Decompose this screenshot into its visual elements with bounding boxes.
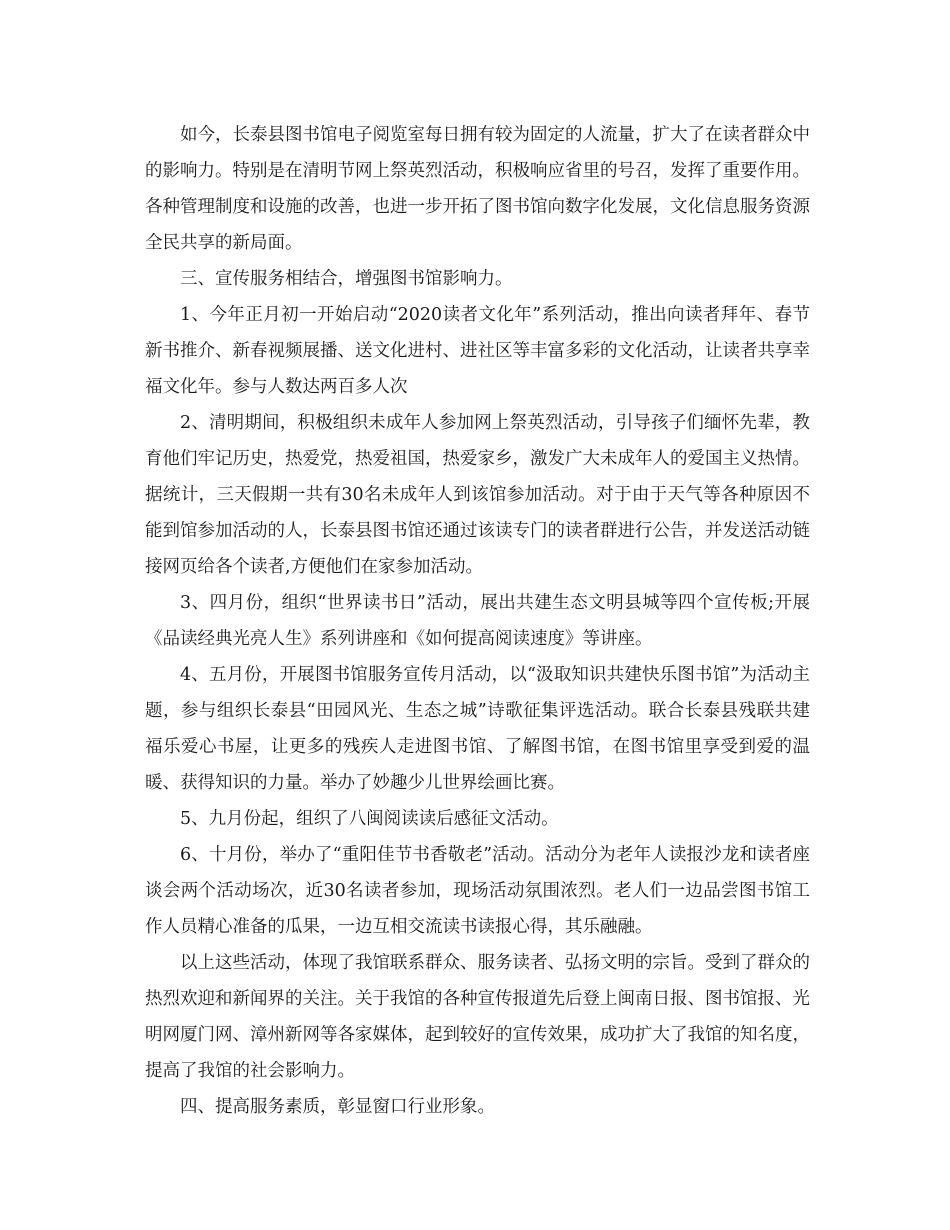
paragraph-item-5: 5、九月份起，组织了八闽阅读读后感征文活动。 xyxy=(180,809,559,829)
paragraph-item-6: 6、十月份，举办了“重阳佳节书香敬老”活动。活动分为老年人读报沙龙和读者座谈会两个活动场次，近30名读者参加，现场活动氛围浓烈。老人们一边品尝图书馆工作人员精心准备的瓜果，一边互相交流读书读报心得，其乐融融。 xyxy=(145,845,810,937)
section-heading-publicity: 三、宣传服务相结合，增强图书馆影响力。 xyxy=(180,269,513,289)
paragraph-summary: 以上这些活动，体现了我馆联系群众、服务读者、弘扬文明的宗旨。受到了群众的热烈欢迎和新闻界的关注。关于我馆的各种宣传报道先后登上闽南日报、图书馆报、光明网厦门网、漳州新网等各家媒体，起到较好的宣传效果，成功扩大了我馆的知名度，提高了我馆的社会影响力。 xyxy=(145,953,810,1081)
section-heading-service: 四、提高服务素质，彰显窗口行业形象。 xyxy=(180,1097,495,1117)
paragraph-reading-room: 如今，长泰县图书馆电子阅览室每日拥有较为固定的人流量，扩大了在读者群众中的影响力。特别是在清明节网上祭英烈活动，积极响应省里的号召，发挥了重要作用。各种管理制度和设施的改善，也进一步开拓了图书馆向数字化发展，文化信息服务资源全民共享的新局面。 xyxy=(145,125,810,253)
paragraph-item-3: 3、四月份，组织“世界读书日”活动，展出共建生态文明县城等四个宣传板;开展《品读经典光亮人生》系列讲座和《如何提高阅读速度》等讲座。 xyxy=(145,593,810,649)
document-page xyxy=(145,117,810,1125)
paragraph-item-4: 4、五月份，开展图书馆服务宣传月活动，以“汲取知识共建快乐图书馆”为活动主题，参与组织长泰县“田园风光、生态之城”诗歌征集评选活动。联合长泰县残联共建福乐爱心书屋，让更多的残疾人走进图书馆、了解图书馆，在图书馆里享受到爱的温暖、获得知识的力量。举办了妙趣少儿世界绘画比赛。 xyxy=(145,665,810,793)
paragraph-item-2: 2、清明期间，积极组织未成年人参加网上祭英烈活动，引导孩子们缅怀先辈，教育他们牢记历史，热爱党，热爱祖国，热爱家乡，激发广大未成年人的爱国主义热情。据统计，三天假期一共有30名未成年人到该馆参加活动。对于由于天气等各种原因不能到馆参加活动的人，长泰县图书馆还通过该读专门的读者群进行公告，并发送活动链接网页给各个读者,方便他们在家参加活动。 xyxy=(145,413,810,577)
paragraph-item-1: 1、今年正月初一开始启动“2020读者文化年”系列活动，推出向读者拜年、春节新书推介、新春视频展播、送文化进村、进社区等丰富多彩的文化活动，让读者共享幸福文化年。参与人数达两百多人次 xyxy=(145,305,810,397)
